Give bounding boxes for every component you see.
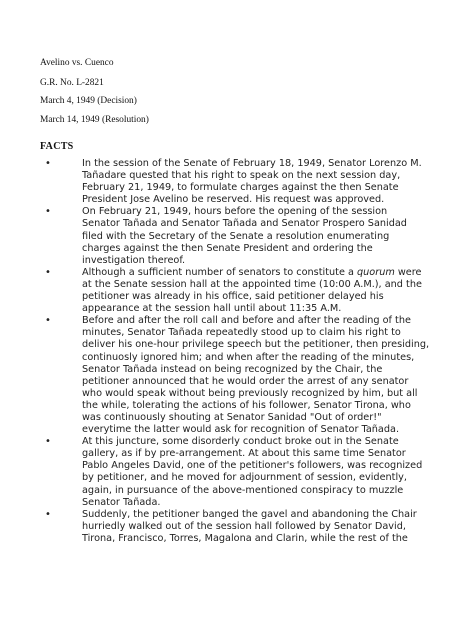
fact-line: who would speak without being previously recognized by him, but all — [82, 387, 418, 399]
fact-line: gallery, as if by pre-arrangement. At about this same time Senator — [82, 448, 406, 460]
fact-line: hurriedly walked out of the session hall followed by Senator David, — [82, 520, 406, 532]
bullet-icon: • — [45, 436, 51, 448]
fact-item — [45, 206, 460, 266]
fact-line: petitioner announced that he would order the arrest of any senator — [82, 375, 409, 387]
fact-line: filed with the Secretary of the Senate a resolution enumerating — [82, 230, 390, 242]
fact-line: Suddenly, the petitioner banged the gavel and abandoning the Chair — [82, 508, 417, 520]
fact-item — [45, 509, 460, 545]
bullet-icon: • — [45, 266, 51, 278]
bullet-icon: • — [45, 158, 51, 169]
fact-line: at the Senate session hall at the appointed time (10:00 A.M.), and the — [82, 278, 422, 290]
fact-line: Before and after the roll call and before and after the reading of the — [82, 315, 411, 327]
bullet-icon: • — [45, 315, 51, 327]
fact-line: On February 21, 1949, hours before the opening of the session — [82, 206, 388, 218]
fact-line: again, in pursuance of the above-mentioned conspiracy to muzzle — [82, 484, 404, 496]
fact-line: Although a sufficient number of senators to constitute a quorum were — [82, 266, 422, 278]
case-number: G.R. No. L-2821 — [40, 78, 104, 88]
fact-line: petitioner was already in his office, said petitioner delayed his — [82, 291, 384, 303]
fact-line: minutes, Senator Tañada repeatedly stood up to claim his right to — [82, 327, 401, 339]
fact-line: Senator Tañada. — [82, 496, 161, 508]
fact-line: everytime the latter would ask for recognition of Senator Tañada. — [82, 424, 400, 436]
facts-list — [45, 158, 460, 545]
fact-line: Tirona, Francisco, Torres, Magalona and Clarin, while the rest of the — [82, 532, 408, 544]
fact-line: appearance at the session hall until about 11:35 A.M. — [82, 303, 342, 315]
fact-line: Pablo Angeles David, one of the petitioner's followers, was recognized — [82, 460, 423, 472]
fact-line: by petitioner, and he moved for adjournment of session, evidently, — [82, 472, 407, 484]
fact-line: the while, tolerating the actions of his follower, Senator Tirona, who — [82, 399, 411, 411]
fact-line: continuosly ignored him; and when after the reading of the minutes, — [82, 351, 415, 363]
case-title: Avelino vs. Cuenco — [40, 58, 114, 68]
fact-line: charges against the then Senate President and ordering the — [82, 242, 373, 254]
fact-line: investigation thereof. — [82, 254, 186, 266]
fact-line: deliver his one-hour privilege speech but the petitioner, then presiding, — [82, 339, 430, 351]
fact-item — [45, 315, 460, 436]
fact-line: Tañadare quested that his right to speak on the next session day, — [82, 170, 401, 182]
fact-item — [45, 158, 460, 206]
fact-line: February 21, 1949, to formulate charges against the then Senate — [82, 182, 399, 194]
fact-line: Senator Tañada and Senator Tañada and Senator Prospero Sanidad — [82, 218, 407, 230]
fact-line: At this juncture, some disorderly conduct broke out in the Senate — [82, 436, 399, 448]
bullet-icon: • — [45, 206, 51, 218]
fact-item — [45, 436, 460, 509]
decision-date: March 4, 1949 (Decision) — [40, 96, 137, 106]
fact-line: In the session of the Senate of February 18, 1949, Senator Lorenzo M. — [82, 158, 422, 169]
fact-line: was continuously shouting at Senator Sanidad "Out of order!" — [82, 411, 382, 423]
bullet-icon: • — [45, 508, 51, 520]
fact-item — [45, 267, 460, 315]
resolution-date: March 14, 1949 (Resolution) — [40, 115, 149, 125]
section-heading-facts: FACTS — [40, 141, 74, 152]
fact-line: President Jose Avelino be reserved. His request was approved. — [82, 194, 385, 206]
fact-line: Senator Tañada instead on being recognized by the Chair, the — [82, 363, 383, 375]
